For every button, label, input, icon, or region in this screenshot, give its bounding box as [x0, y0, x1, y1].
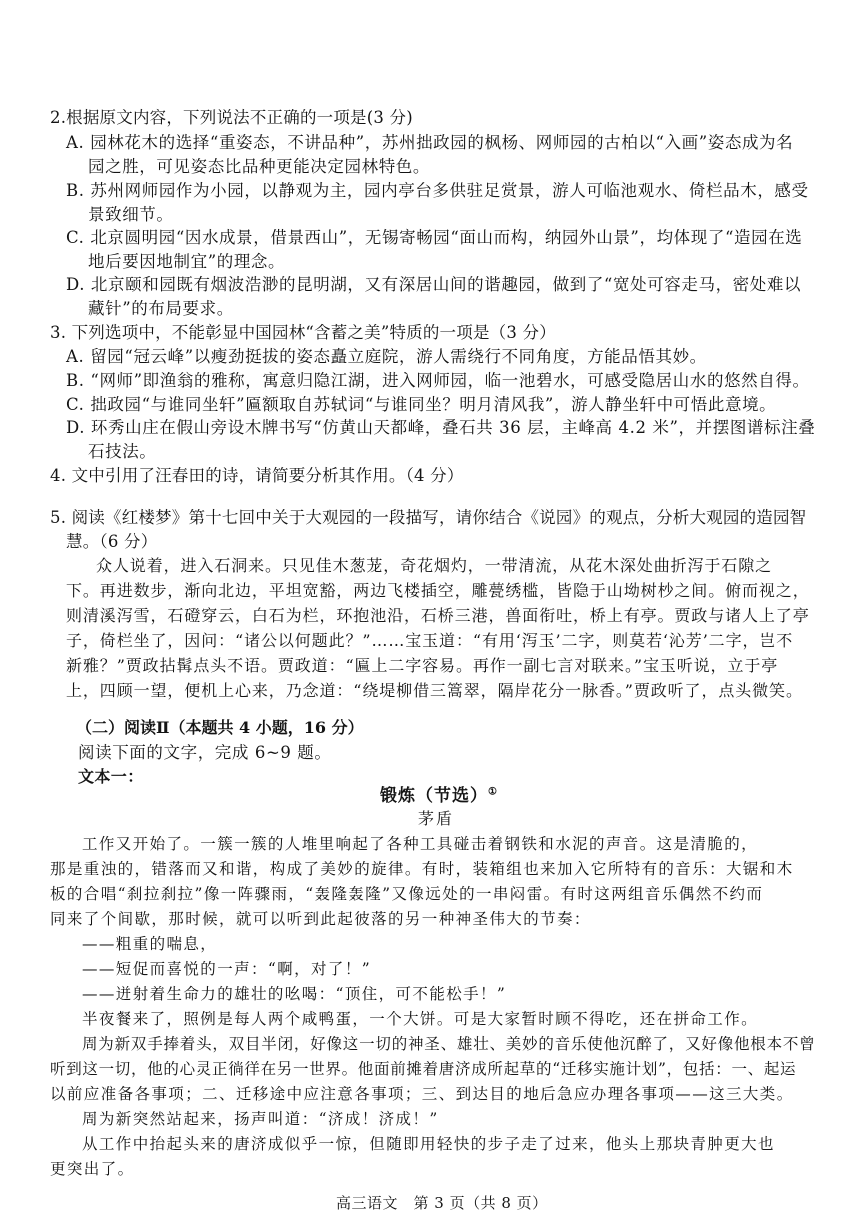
article-line-1: 工作又开始了。一簇一簇的人堆里响起了各种工具碰击着钢铁和水泥的声音。这是清脆的， [82, 835, 759, 853]
question-5-stem-line1: 5. 阅读《红楼梦》第十七回中关于大观园的一段描写，请你结合《说园》的观点，分析大观园的造园智 [50, 508, 807, 527]
page-footer: 高三语文 第 3 页（共 8 页） [336, 1194, 548, 1212]
article-line-11: 以前应准备各事项；二、迁移途中应注意各事项；三、到达目的地后急应办理各事项——这三大类。 [50, 1085, 794, 1103]
excerpt-line-2: 下。再进数步，渐向北边，平坦宽豁，两边飞楼插空，雕甍绣槛，皆隐于山坳树杪之间。俯而视之， [66, 581, 810, 600]
article-author: 茅盾 [418, 809, 455, 828]
article-title-text: 锻炼（节选） [380, 786, 488, 806]
section-heading: （二）阅读Ⅱ（本题共 4 小题，16 分） [76, 718, 364, 737]
option-2d-line1: D. 北京颐和园既有烟波浩渺的昆明湖，又有深居山间的谐趣园，做到了“宽处可容走马，密处难以 [66, 275, 802, 294]
article-line-2: 那是重浊的，错落而又和谐，构成了美妙的旋律。有时，装箱组也来加入它所特有的音乐：大锯和木 [50, 860, 794, 878]
option-3d-line2: 石技法。 [88, 442, 157, 461]
question-5-stem-line2: 慧。（6 分） [66, 532, 158, 551]
section-instruction: 阅读下面的文字，完成 6~9 题。 [78, 743, 332, 762]
article-line-3: 板的合唱“刹拉刹拉”像一阵骤雨，“轰隆轰隆”又像远处的一串闷雷。有时这两组音乐偶然不约而 [50, 885, 764, 903]
question-2-stem: 2.根据原文内容，下列说法不正确的一项是(3 分) [50, 108, 413, 127]
article-line-4: 同来了个间歇，那时候，就可以听到此起彼落的另一种神圣伟大的节奏： [50, 910, 591, 928]
option-2c-line2: 地后要因地制宜”的理念。 [88, 252, 286, 271]
article-line-12: 周为新突然站起来，扬声叫道：“济成！济成！” [82, 1110, 439, 1128]
option-2a-line2: 园之胜，可见姿态比品种更能决定园林特色。 [88, 157, 430, 176]
article-line-5: ——粗重的喘息， [82, 935, 218, 953]
article-line-14: 更突出了。 [50, 1160, 135, 1178]
option-2b-line1: B. 苏州网师园作为小园，以静观为主，园内亭台多供驻足赏景，游人可临池观水、倚栏品木，感受 [66, 181, 809, 200]
footnote-marker: ① [488, 786, 498, 798]
excerpt-line-6: 上，四顾一望，便机上心来，乃念道：“绕堤柳借三篙翠，隔岸花分一脉香。”贾政听了，点头微笑。 [66, 681, 803, 700]
option-3b: B. “网师”即渔翁的雅称，寓意归隐江湖，进入网师园，临一池碧水，可感受隐居山水的悠然自得。 [66, 371, 810, 390]
option-3c: C. 拙政园“与谁同坐轩”匾额取自苏轼词“与谁同坐？明月清风我”，游人静坐轩中可悟此意境。 [66, 395, 777, 414]
question-4-stem: 4. 文中引用了汪春田的诗，请简要分析其作用。（4 分） [50, 466, 464, 485]
question-3-stem: 3. 下列选项中，不能彰显中国园林“含蓄之美”特质的一项是（3 分） [50, 323, 556, 342]
article-line-6: ——短促而喜悦的一声：“啊，对了！” [82, 960, 372, 978]
excerpt-line-5: 新雅？”贾政拈髯点头不语。贾政道：“匾上二字容易。再作一副七言对联来。”宝玉听说，立于亭 [66, 656, 779, 675]
article-title [380, 781, 498, 806]
option-2b-line2: 景致细节。 [88, 205, 174, 224]
option-2a-line1: A. 园林花木的选择“重姿态，不讲品种”，苏州拙政园的枫杨、网师园的古柏以“入画”姿态成为名 [66, 133, 794, 152]
excerpt-line-1: 众人说着，进入石洞来。只见佳木葱茏，奇花烟灼，一带清流，从花木深处曲折泻于石隙之 [96, 556, 773, 575]
article-line-9: 周为新双手捧着头，双目半闭，好像这一切的神圣、雄壮、美妙的音乐使他沉醉了，又好像他根本不曾 [82, 1035, 816, 1053]
article-line-10: 听到这一切，他的心灵正徜徉在另一世界。他面前摊着唐济成所起草的“迁移实施计划”，包括：一、起运 [50, 1060, 797, 1078]
option-3d-line1: D. 环秀山庄在假山旁设木牌书写“仿黄山天都峰，叠石共 36 层，主峰高 4.2 米”，并摆图谱标注叠 [66, 418, 816, 437]
article-line-8: 半夜餐来了，照例是每人两个咸鸭蛋，一个大饼。可是大家暂时顾不得吃，还在拼命工作。 [82, 1010, 759, 1028]
article-line-13: 从工作中抬起头来的唐济成似乎一惊，但随即用轻快的步子走了过来，他头上那块青肿更大也 [82, 1135, 775, 1153]
text-one-label: 文本一： [78, 767, 144, 786]
excerpt-line-4: 子，倚栏坐了，因问：“诸公以何题此？”……宝玉道：“有用‘泻玉’二字，则莫若‘沁芳’二字，岂不 [66, 631, 794, 650]
option-2d-line2: 藏针”的布局要求。 [88, 299, 234, 318]
article-line-7: ——迸射着生命力的雄壮的吆喝：“顶住，可不能松手！” [82, 985, 507, 1003]
excerpt-line-3: 则清溪泻雪，石磴穿云，白石为栏，环抱池沿，石桥三港，兽面衔吐，桥上有亭。贾政与诸人上了亭 [66, 606, 810, 625]
option-2c-line1: C. 北京圆明园“因水成景，借景西山”，无锡寄畅园“面山而构，纳园外山景”，均体现了“造园在选 [66, 228, 803, 247]
option-3a: A. 留园“冠云峰”以瘦劲挺拔的姿态矗立庭院，游人需绕行不同角度，方能品悟其妙。 [66, 347, 707, 366]
